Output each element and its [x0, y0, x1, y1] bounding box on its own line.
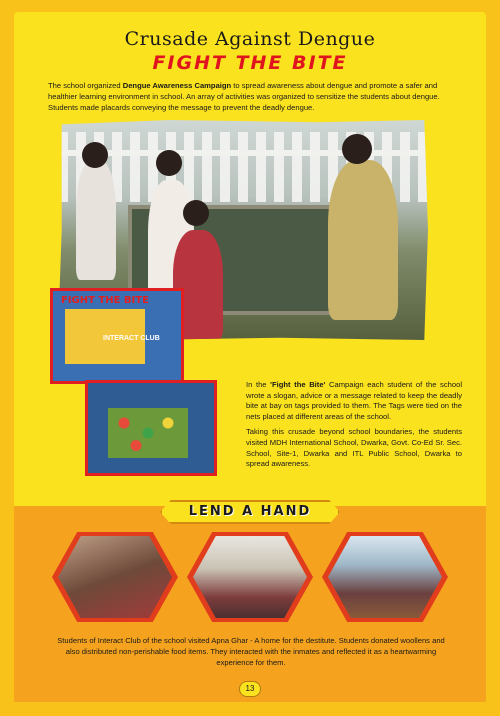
teacher-figure	[328, 160, 398, 320]
hex-photo-3-image	[328, 536, 442, 618]
student-head	[183, 200, 209, 226]
campaign-paragraph-1	[246, 380, 462, 422]
fence-rail	[58, 150, 428, 156]
page-number: 13	[239, 681, 261, 697]
board-club-text: INTERACT CLUB	[103, 335, 160, 342]
hex-photo-1	[52, 532, 178, 622]
student-head	[82, 142, 108, 168]
page-title: Crusade Against Dengue	[124, 28, 376, 50]
intro-campaign-name: Dengue Awareness Campaign	[122, 81, 232, 90]
student-head	[156, 150, 182, 176]
hex-photo-3	[322, 532, 448, 622]
campaign-paragraph-2: Taking this crusade beyond school boundaries, the students visited MDH International School, Dwarka, Govt. Co-Ed Sr. Sec. School, Site-1, Dwarka and ITL Public School, Dwarka to spread awareness.	[246, 427, 462, 469]
photo-fight-the-bite-board	[50, 288, 184, 384]
board-sign-text: FIGHT THE BITE	[61, 295, 149, 306]
intro-paragraph	[48, 80, 460, 113]
lend-a-hand-title: LEND A HAND	[188, 504, 312, 519]
teacher-head	[342, 134, 372, 164]
hex-photo-2	[187, 532, 313, 622]
p1-text-end: Campaign each student of the school wrote a slogan, advice or a message related to keep the deadly bite at bay on tags provided to them. The Tags were tied on the nets placed at different areas of the school.	[246, 380, 463, 421]
page-subtitle: FIGHT THE BITE	[152, 52, 348, 74]
lend-a-hand-caption: Students of Interact Club of the school visited Apna Ghar - A home for the destitute. Students donated woollens and also distributed non-perishable food items. They interacted with the inmates and reflected it as a heartwarming experience for them.	[57, 636, 445, 667]
campaign-description	[246, 380, 462, 470]
hex-photo-2-image	[193, 536, 307, 618]
p1-campaign-name: 'Fight the Bite'	[270, 380, 326, 389]
tags-display	[108, 408, 188, 458]
p1-text-start: In the	[246, 380, 271, 389]
student-figure	[76, 160, 116, 280]
photo-tags-board	[85, 380, 217, 476]
hex-photo-1-image	[58, 536, 172, 618]
intro-text-start: The school organized	[48, 81, 123, 90]
intro-text-end: to spread awareness about dengue and promote a safer and healthier learning environment in school. An array of activities was organized to sensitize the students about dengue. Students made placards conveying the message to prevent the deadly dengue.	[48, 81, 440, 112]
